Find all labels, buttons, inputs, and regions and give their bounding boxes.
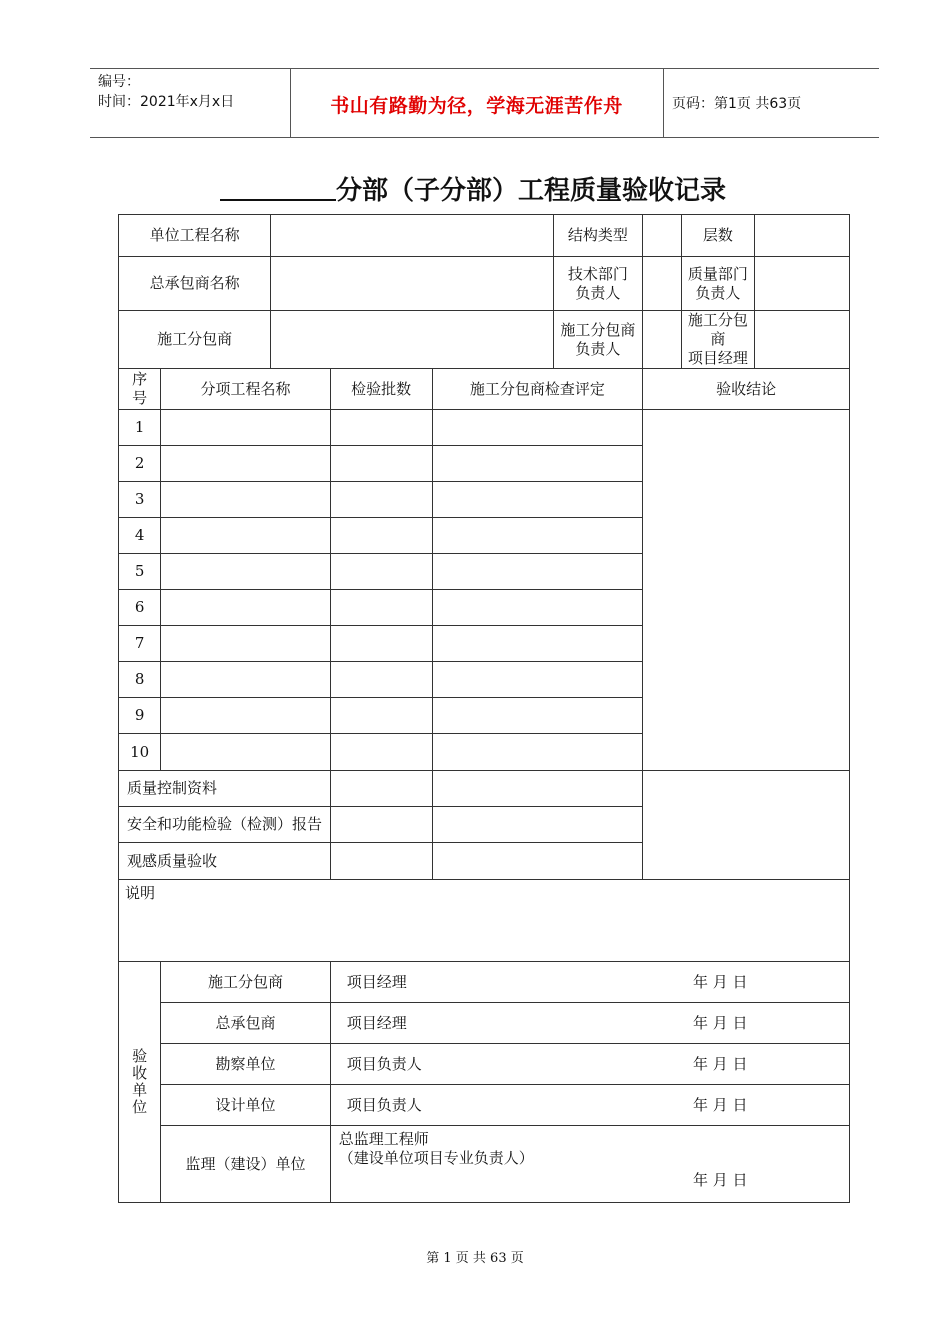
page-header — [90, 68, 879, 138]
extra-conclusion-cell[interactable] — [643, 771, 850, 880]
row-item-name[interactable] — [161, 734, 330, 771]
header-meta — [98, 72, 234, 112]
row-seq: 6 — [119, 590, 161, 626]
unit-project-name-value[interactable] — [271, 215, 553, 257]
row-batch-count[interactable] — [330, 698, 432, 734]
subcontractor-value[interactable] — [271, 311, 553, 369]
supervision-role-2: （建设单位项目专业负责人） — [338, 1149, 534, 1167]
row-seq: 2 — [119, 446, 161, 482]
info-row-1 — [119, 215, 850, 257]
floors-value[interactable] — [755, 215, 850, 257]
subcontractor-label: 施工分包商 — [119, 311, 271, 369]
sub-head-line2: 负责人 — [575, 339, 621, 358]
row-seq: 10 — [119, 734, 161, 771]
row-sub-check[interactable] — [432, 518, 643, 554]
info-row-2 — [119, 257, 850, 311]
acceptance-role: 项目负责人 — [346, 1095, 422, 1114]
quality-dept-head-label — [681, 257, 755, 311]
supervision-sign-cell[interactable] — [330, 1126, 849, 1203]
tech-dept-head-label — [553, 257, 643, 311]
appearance-batch[interactable] — [330, 843, 432, 880]
row-batch-count[interactable] — [330, 734, 432, 771]
acceptance-role: 项目负责人 — [346, 1054, 422, 1073]
row-item-name[interactable] — [161, 446, 330, 482]
supervision-unit: 监理（建设）单位 — [161, 1126, 330, 1203]
acceptance-unit: 勘察单位 — [161, 1044, 330, 1085]
acceptance-vertical-text: 验收单位 — [132, 1046, 148, 1116]
quality-control-row — [119, 771, 850, 807]
acceptance-units-label — [119, 962, 161, 1203]
quality-control-batch[interactable] — [330, 771, 432, 807]
acceptance-sign-cell[interactable] — [330, 1003, 849, 1044]
row-sub-check[interactable] — [432, 734, 643, 771]
col-seq-header: 序号 — [119, 369, 161, 410]
structure-type-value[interactable] — [643, 215, 681, 257]
conclusion-cell[interactable] — [643, 410, 850, 771]
page-title — [220, 170, 726, 207]
col-conclusion-header: 验收结论 — [643, 369, 850, 410]
time-label: 时间：2021年x月x日 — [98, 94, 235, 110]
sub-head-line1: 施工分包商 — [560, 320, 636, 339]
row-seq: 9 — [119, 698, 161, 734]
sub-pm-label — [681, 311, 755, 369]
general-contractor-value[interactable] — [271, 257, 553, 311]
column-header-row — [119, 369, 850, 410]
structure-type-label: 结构类型 — [553, 215, 643, 257]
row-batch-count[interactable] — [330, 446, 432, 482]
row-seq: 5 — [119, 554, 161, 590]
title-text: 分部（子分部）工程质量验收记录 — [336, 176, 727, 206]
floors-label: 层数 — [681, 215, 755, 257]
quality-dept-head-line1: 质量部门 — [687, 264, 748, 283]
notes-cell[interactable] — [119, 880, 850, 962]
quality-dept-head-line2: 负责人 — [695, 283, 741, 302]
row-item-name[interactable] — [161, 626, 330, 662]
row-batch-count[interactable] — [330, 554, 432, 590]
row-sub-check[interactable] — [432, 554, 643, 590]
row-batch-count[interactable] — [330, 410, 432, 446]
safety-report-check[interactable] — [432, 807, 643, 843]
quality-control-label: 质量控制资料 — [119, 771, 331, 807]
header-page-info: 页码：第1页 共63页 — [672, 96, 802, 112]
row-sub-check[interactable] — [432, 482, 643, 518]
signature-line — [339, 1096, 843, 1115]
acceptance-form — [118, 214, 850, 1203]
number-label: 编号： — [98, 74, 140, 90]
sub-head-label — [553, 311, 643, 369]
acceptance-role: 项目经理 — [346, 972, 407, 991]
tech-dept-head-line1: 技术部门 — [567, 264, 628, 283]
title-blank-line[interactable] — [220, 173, 336, 201]
sub-pm-line2: 项目经理 — [687, 349, 748, 367]
supervision-role-1: 总监理工程师 — [338, 1130, 429, 1148]
row-batch-count[interactable] — [330, 590, 432, 626]
sub-pm-value[interactable] — [755, 311, 850, 369]
signature-line — [339, 973, 843, 992]
general-contractor-label: 总承包商名称 — [119, 257, 271, 311]
acceptance-sign-cell[interactable] — [330, 962, 849, 1003]
signature-date: 年 月 日 — [693, 972, 748, 991]
tech-dept-head-value[interactable] — [643, 257, 681, 311]
row-seq: 3 — [119, 482, 161, 518]
row-sub-check[interactable] — [432, 590, 643, 626]
acceptance-sign-cell[interactable] — [330, 1044, 849, 1085]
quality-dept-head-value[interactable] — [755, 257, 850, 311]
header-motto: 书山有路勤为径，学海无涯苦作舟 — [330, 95, 623, 117]
signature-line — [339, 1055, 843, 1074]
acceptance-sign-cell[interactable] — [330, 1085, 849, 1126]
row-seq: 7 — [119, 626, 161, 662]
safety-report-batch[interactable] — [330, 807, 432, 843]
row-sub-check[interactable] — [432, 626, 643, 662]
safety-report-label: 安全和功能检验（检测）报告 — [119, 807, 331, 843]
signature-line — [339, 1014, 843, 1033]
page-footer: 第 1 页 共 63 页 — [426, 1251, 524, 1266]
acceptance-row — [119, 1044, 850, 1085]
col-sub-check-header: 施工分包商检查评定 — [432, 369, 643, 410]
acceptance-role: 项目经理 — [346, 1013, 407, 1032]
row-sub-check[interactable] — [432, 662, 643, 698]
col-item-name-header: 分项工程名称 — [161, 369, 330, 410]
row-batch-count[interactable] — [330, 662, 432, 698]
appearance-label: 观感质量验收 — [119, 843, 331, 880]
unit-project-name-label: 单位工程名称 — [119, 215, 271, 257]
row-item-name[interactable] — [161, 482, 330, 518]
row-item-name[interactable] — [161, 698, 330, 734]
sub-pm-line1: 施工分包商 — [687, 311, 748, 348]
supervision-date: 年 月 日 — [693, 1171, 748, 1189]
sub-head-value[interactable] — [643, 311, 681, 369]
row-batch-count[interactable] — [330, 518, 432, 554]
header-divider — [663, 69, 664, 137]
supervision-row — [119, 1126, 850, 1203]
signature-date: 年 月 日 — [693, 1095, 748, 1114]
acceptance-row — [119, 1085, 850, 1126]
acceptance-unit: 总承包商 — [161, 1003, 330, 1044]
acceptance-unit: 设计单位 — [161, 1085, 330, 1126]
row-batch-count[interactable] — [330, 626, 432, 662]
row-seq: 8 — [119, 662, 161, 698]
row-seq: 4 — [119, 518, 161, 554]
row-sub-check[interactable] — [432, 410, 643, 446]
signature-date: 年 月 日 — [693, 1054, 748, 1073]
notes-label: 说明 — [125, 884, 156, 902]
quality-control-check[interactable] — [432, 771, 643, 807]
row-item-name[interactable] — [161, 518, 330, 554]
row-item-name[interactable] — [161, 554, 330, 590]
row-sub-check[interactable] — [432, 446, 643, 482]
row-sub-check[interactable] — [432, 698, 643, 734]
table-row — [119, 410, 850, 446]
row-batch-count[interactable] — [330, 482, 432, 518]
acceptance-unit: 施工分包商 — [161, 962, 330, 1003]
row-item-name[interactable] — [161, 410, 330, 446]
col-batch-count-header: 检验批数 — [330, 369, 432, 410]
signature-date: 年 月 日 — [693, 1013, 748, 1032]
row-item-name[interactable] — [161, 590, 330, 626]
acceptance-row — [119, 962, 850, 1003]
acceptance-row — [119, 1003, 850, 1044]
notes-row — [119, 880, 850, 962]
tech-dept-head-line2: 负责人 — [575, 283, 621, 302]
info-row-3 — [119, 311, 850, 369]
row-seq: 1 — [119, 410, 161, 446]
row-item-name[interactable] — [161, 662, 330, 698]
appearance-check[interactable] — [432, 843, 643, 880]
